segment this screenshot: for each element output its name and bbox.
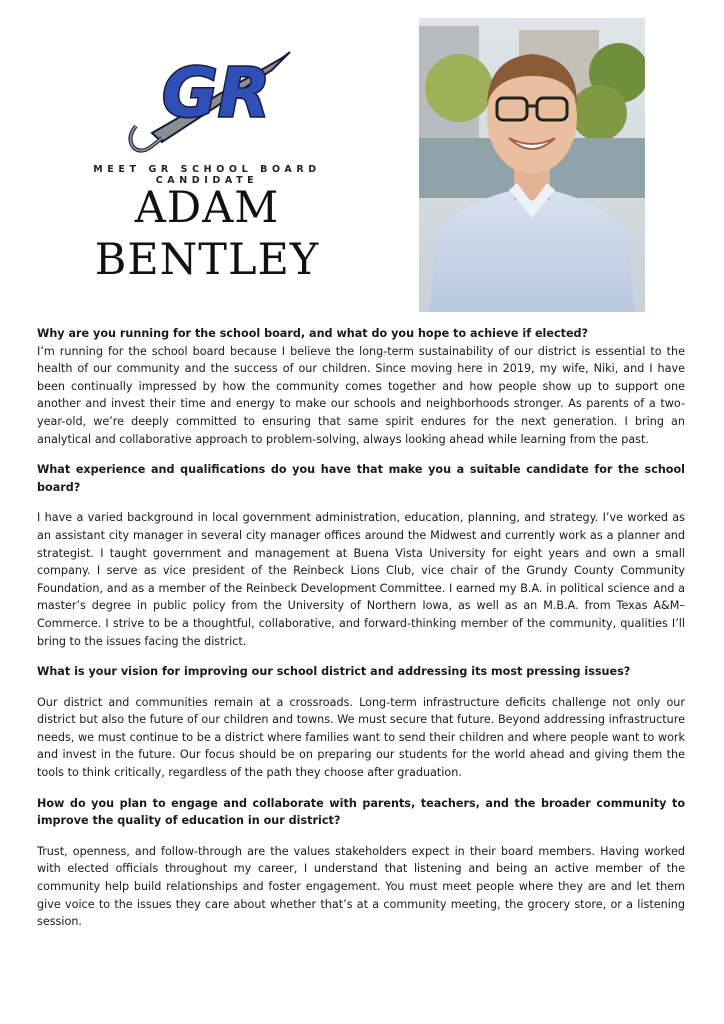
- candidate-first-name: ADAM: [134, 183, 280, 233]
- answer-2: I have a varied background in local government administration, education, planning, and strategy. I’ve worked as an assistant city manager in several city manager offices around the Midwest and currently work as a planner and strategist. I taught government and management at Buena Vista University for eight years and own a small company. I serve as vice president of the Reinbeck Lions Club, vice chair of the Grundy County Community Foundation, and as a member of the Reinbeck Development Committee. I earned my B.A. in political science and a master’s degree in public policy from the University of Northern Iowa, as well as an M.B.A. from Texas A&M–Commerce. I strive to be a thoughtful, collaborative, and forward-thinking member of the community, qualities I’ll bring to the issues facing the district.: [37, 511, 685, 648]
- gr-logo: [122, 38, 298, 158]
- kicker-text: MEET GR SCHOOL BOARD CANDIDATE: [93, 164, 321, 186]
- question-1: Why are you running for the school board, and what do you hope to achieve if elected?: [37, 327, 589, 340]
- qa-content: [37, 325, 685, 931]
- question-3: What is your vision for improving our school district and addressing its most pressing issues?: [37, 665, 631, 679]
- candidate-photo: [419, 18, 645, 312]
- question-4: How do you plan to engage and collaborate with parents, teachers, and the broader community to improve the quality of education in our district?: [37, 796, 685, 828]
- answer-1: I’m running for the school board because I believe the long-term sustainability of our district is essential to the health of our community and the success of our children. Since moving here in 2019, my wife, Niki, and I have been continually impressed by how the community comes together and how people show up to support one another and invest their time and energy to make our schools and neighborhoods stronger. As parents of a two-year-old, we’re deeply committed to ensuring that same spirit endures for the next generation. I bring an analytical and collaborative approach to problem-solving, always looking ahead while learning from the past.: [37, 344, 685, 446]
- portrait-image: [419, 18, 645, 312]
- logo-letters: GR: [162, 54, 271, 133]
- answer-3: Our district and communities remain at a crossroads. Long-term infrastructure deficits challenge not only our district but also the future of our children and towns. We must secure that future. Beyond addressing infrastructure needs, we must continue to be a district where families want to send their children and where people want to work and invest in the future. Our focus should be on preparing our students for the world ahead and giving them the tools to think critically, regardless of the path they choose after graduation.: [37, 695, 685, 780]
- question-2: What experience and qualifications do you have that make you a suitable candidate for the school board?: [37, 463, 685, 494]
- gr-sword-logo-icon: [122, 38, 298, 158]
- answer-4: Trust, openness, and follow-through are the values stakeholders expect in their board members. Having worked with elected officials throughout my career, I understand that listening and being an active member of the community help build relationships and foster engagement. You must meet people where they are and let them give voice to the issues they care about whether that’s at a community meeting, the grocery store, or a listening session.: [37, 844, 685, 929]
- candidate-last-name: BENTLEY: [94, 235, 320, 285]
